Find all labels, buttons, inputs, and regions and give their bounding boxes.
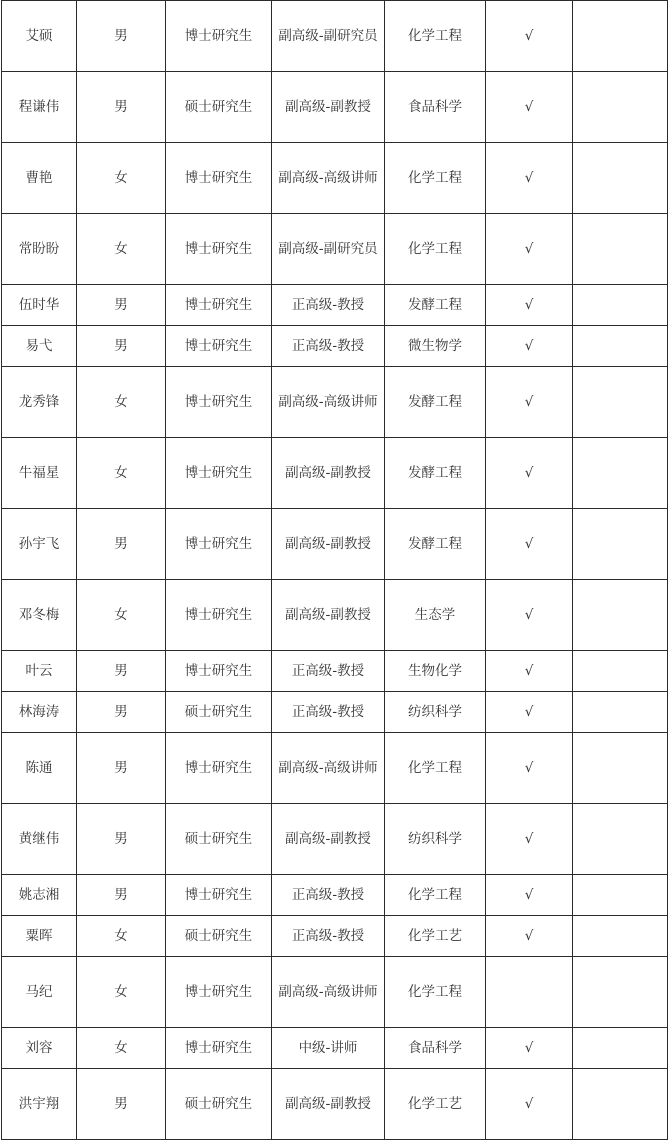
cell-extra: [573, 1069, 668, 1140]
cell-title: 正高级-教授: [272, 651, 385, 692]
cell-extra: [573, 875, 668, 916]
cell-name: 刘容: [2, 1028, 77, 1069]
cell-mark: √: [486, 438, 573, 509]
cell-discipline: 发酵工程: [385, 367, 486, 438]
cell-name: 牛福星: [2, 438, 77, 509]
table-row: [2, 72, 668, 143]
cell-discipline: 化学工程: [385, 214, 486, 285]
cell-mark: √: [486, 580, 573, 651]
cell-extra: [573, 214, 668, 285]
cell-name: 龙秀锋: [2, 367, 77, 438]
cell-title: 正高级-教授: [272, 916, 385, 957]
cell-mark: √: [486, 804, 573, 875]
faculty-table: [1, 0, 668, 1140]
table-row: [2, 143, 668, 214]
cell-mark: √: [486, 214, 573, 285]
cell-degree: 博士研究生: [166, 875, 272, 916]
cell-extra: [573, 1, 668, 72]
cell-degree: 博士研究生: [166, 1028, 272, 1069]
cell-title: 副高级-副教授: [272, 72, 385, 143]
cell-mark: √: [486, 143, 573, 214]
cell-mark: [486, 957, 573, 1028]
cell-mark: √: [486, 875, 573, 916]
cell-title: 副高级-副研究员: [272, 1, 385, 72]
table-row: [2, 367, 668, 438]
cell-name: 林海涛: [2, 692, 77, 733]
cell-discipline: 化学工艺: [385, 1069, 486, 1140]
table-row: [2, 580, 668, 651]
cell-title: 正高级-教授: [272, 875, 385, 916]
cell-gender: 男: [77, 285, 166, 326]
cell-degree: 博士研究生: [166, 367, 272, 438]
cell-name: 艾硕: [2, 1, 77, 72]
table-row: [2, 957, 668, 1028]
cell-degree: 博士研究生: [166, 580, 272, 651]
cell-mark: √: [486, 651, 573, 692]
cell-title: 中级-讲师: [272, 1028, 385, 1069]
cell-extra: [573, 580, 668, 651]
cell-mark: √: [486, 285, 573, 326]
cell-name: 姚志湘: [2, 875, 77, 916]
cell-mark: √: [486, 1069, 573, 1140]
cell-degree: 硕士研究生: [166, 692, 272, 733]
cell-name: 伍时华: [2, 285, 77, 326]
cell-name: 常盼盼: [2, 214, 77, 285]
cell-degree: 硕士研究生: [166, 72, 272, 143]
cell-extra: [573, 733, 668, 804]
cell-title: 副高级-副教授: [272, 580, 385, 651]
table-row: [2, 214, 668, 285]
cell-degree: 博士研究生: [166, 651, 272, 692]
cell-extra: [573, 509, 668, 580]
cell-gender: 女: [77, 1028, 166, 1069]
cell-degree: 博士研究生: [166, 285, 272, 326]
cell-title: 正高级-教授: [272, 326, 385, 367]
cell-name: 陈通: [2, 733, 77, 804]
cell-discipline: 食品科学: [385, 72, 486, 143]
cell-degree: 博士研究生: [166, 509, 272, 580]
cell-title: 副高级-高级讲师: [272, 957, 385, 1028]
table-row: [2, 733, 668, 804]
cell-discipline: 化学工程: [385, 1, 486, 72]
cell-discipline: 化学工程: [385, 733, 486, 804]
cell-degree: 博士研究生: [166, 326, 272, 367]
table-row: [2, 875, 668, 916]
cell-gender: 男: [77, 733, 166, 804]
cell-degree: 博士研究生: [166, 957, 272, 1028]
cell-extra: [573, 326, 668, 367]
cell-discipline: 生物化学: [385, 651, 486, 692]
cell-extra: [573, 1028, 668, 1069]
cell-mark: √: [486, 72, 573, 143]
cell-extra: [573, 285, 668, 326]
table-row: [2, 1, 668, 72]
cell-gender: 女: [77, 957, 166, 1028]
table-body: [2, 1, 668, 1140]
cell-gender: 男: [77, 875, 166, 916]
cell-mark: √: [486, 367, 573, 438]
cell-title: 副高级-副教授: [272, 804, 385, 875]
cell-degree: 硕士研究生: [166, 916, 272, 957]
cell-discipline: 化学工艺: [385, 916, 486, 957]
cell-name: 曹艳: [2, 143, 77, 214]
cell-gender: 女: [77, 580, 166, 651]
cell-degree: 博士研究生: [166, 214, 272, 285]
cell-title: 副高级-副教授: [272, 509, 385, 580]
cell-gender: 女: [77, 916, 166, 957]
cell-name: 邓冬梅: [2, 580, 77, 651]
cell-mark: √: [486, 509, 573, 580]
table-row: [2, 804, 668, 875]
table-row: [2, 285, 668, 326]
cell-mark: √: [486, 733, 573, 804]
cell-title: 副高级-副教授: [272, 438, 385, 509]
cell-title: 正高级-教授: [272, 692, 385, 733]
cell-title: 副高级-高级讲师: [272, 143, 385, 214]
cell-discipline: 发酵工程: [385, 509, 486, 580]
cell-gender: 男: [77, 1069, 166, 1140]
cell-gender: 男: [77, 326, 166, 367]
cell-extra: [573, 367, 668, 438]
cell-extra: [573, 692, 668, 733]
table-row: [2, 326, 668, 367]
cell-name: 粟晖: [2, 916, 77, 957]
cell-degree: 博士研究生: [166, 438, 272, 509]
cell-degree: 博士研究生: [166, 733, 272, 804]
cell-extra: [573, 72, 668, 143]
cell-gender: 男: [77, 804, 166, 875]
cell-name: 叶云: [2, 651, 77, 692]
cell-discipline: 化学工程: [385, 143, 486, 214]
cell-title: 副高级-副教授: [272, 1069, 385, 1140]
cell-discipline: 纺织科学: [385, 692, 486, 733]
cell-gender: 男: [77, 72, 166, 143]
cell-name: 孙宇飞: [2, 509, 77, 580]
cell-extra: [573, 804, 668, 875]
cell-gender: 女: [77, 143, 166, 214]
cell-discipline: 食品科学: [385, 1028, 486, 1069]
cell-extra: [573, 957, 668, 1028]
cell-title: 副高级-高级讲师: [272, 367, 385, 438]
cell-title: 副高级-副研究员: [272, 214, 385, 285]
cell-mark: √: [486, 326, 573, 367]
cell-name: 马纪: [2, 957, 77, 1028]
cell-gender: 女: [77, 214, 166, 285]
cell-gender: 女: [77, 438, 166, 509]
cell-mark: √: [486, 1028, 573, 1069]
table-row: [2, 438, 668, 509]
cell-discipline: 微生物学: [385, 326, 486, 367]
cell-title: 正高级-教授: [272, 285, 385, 326]
cell-mark: √: [486, 1, 573, 72]
cell-degree: 硕士研究生: [166, 1069, 272, 1140]
cell-degree: 博士研究生: [166, 1, 272, 72]
cell-gender: 男: [77, 1, 166, 72]
cell-title: 副高级-高级讲师: [272, 733, 385, 804]
cell-extra: [573, 438, 668, 509]
table-row: [2, 692, 668, 733]
cell-extra: [573, 651, 668, 692]
cell-gender: 男: [77, 692, 166, 733]
cell-name: 洪宇翔: [2, 1069, 77, 1140]
cell-gender: 男: [77, 651, 166, 692]
cell-discipline: 纺织科学: [385, 804, 486, 875]
cell-mark: √: [486, 916, 573, 957]
table-row: [2, 651, 668, 692]
cell-discipline: 发酵工程: [385, 285, 486, 326]
cell-extra: [573, 143, 668, 214]
cell-name: 黄继伟: [2, 804, 77, 875]
table-row: [2, 916, 668, 957]
cell-discipline: 生态学: [385, 580, 486, 651]
cell-discipline: 化学工程: [385, 957, 486, 1028]
table-row: [2, 1069, 668, 1140]
cell-degree: 博士研究生: [166, 143, 272, 214]
cell-discipline: 发酵工程: [385, 438, 486, 509]
table-row: [2, 509, 668, 580]
cell-gender: 男: [77, 509, 166, 580]
cell-mark: √: [486, 692, 573, 733]
cell-degree: 硕士研究生: [166, 804, 272, 875]
cell-extra: [573, 916, 668, 957]
cell-discipline: 化学工程: [385, 875, 486, 916]
cell-name: 程谦伟: [2, 72, 77, 143]
cell-gender: 女: [77, 367, 166, 438]
cell-name: 易弋: [2, 326, 77, 367]
table-row: [2, 1028, 668, 1069]
